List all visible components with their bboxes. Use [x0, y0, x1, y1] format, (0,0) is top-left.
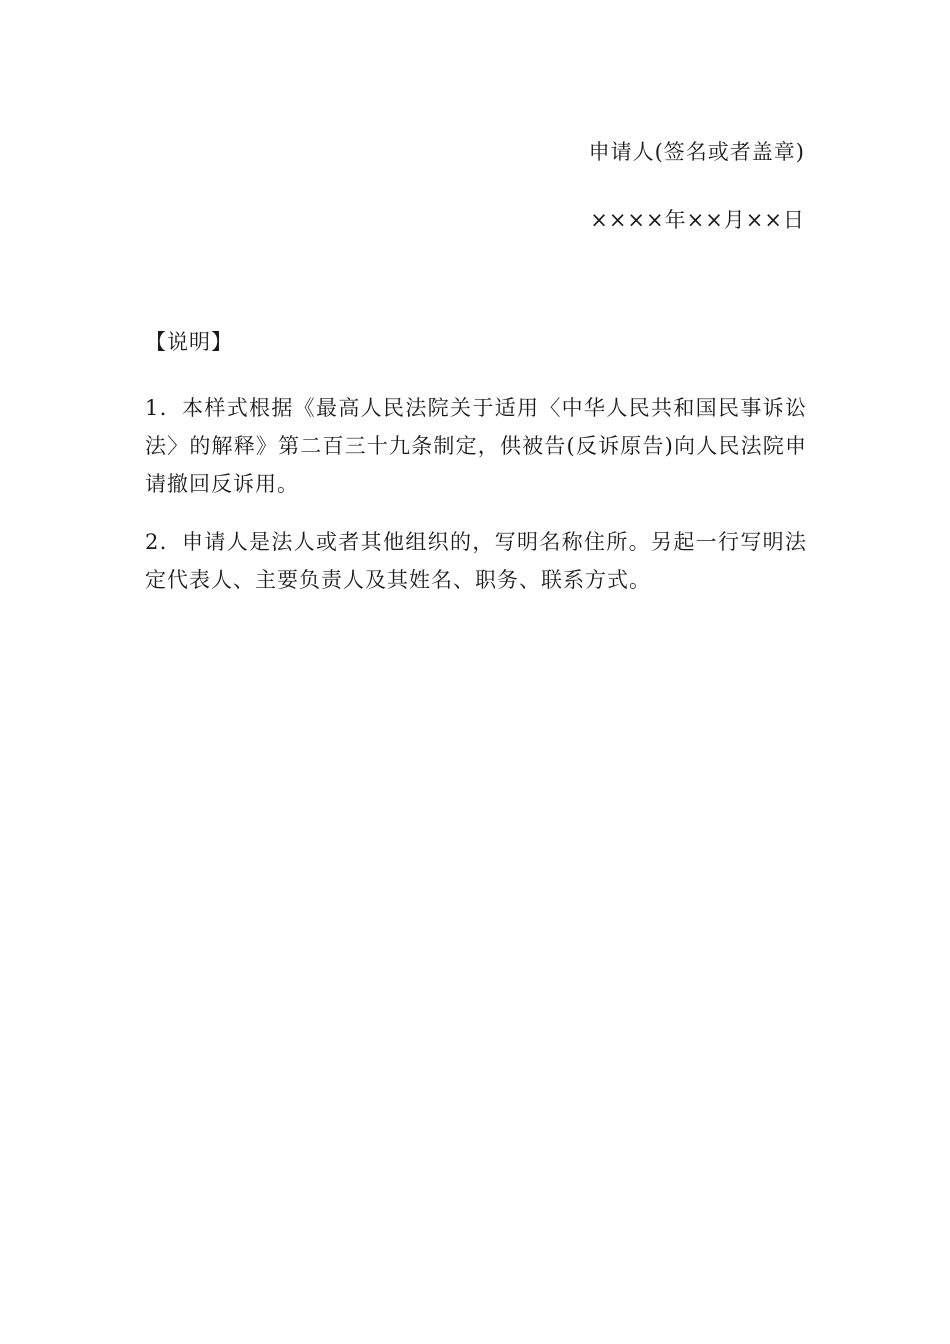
note-item-2: 2．申请人是法人或者其他组织的，写明名称住所。另起一行写明法定代表人、主要负责人及其姓名、职务、联系方式。	[145, 530, 807, 592]
notes-section	[145, 326, 807, 619]
note-item-1: 1．本样式根据《最高人民法院关于适用〈中华人民共和国民事诉讼法〉的解释》第二百三十九条制定，供被告(反诉原告)向人民法院申请撤回反诉用。	[145, 396, 807, 496]
applicant-signature-label: 申请人(签名或者盖章)	[588, 140, 805, 164]
signature-date: ××××年××月××日	[590, 208, 805, 232]
notes-heading: 【说明】	[145, 330, 233, 354]
signature-block	[589, 136, 805, 234]
